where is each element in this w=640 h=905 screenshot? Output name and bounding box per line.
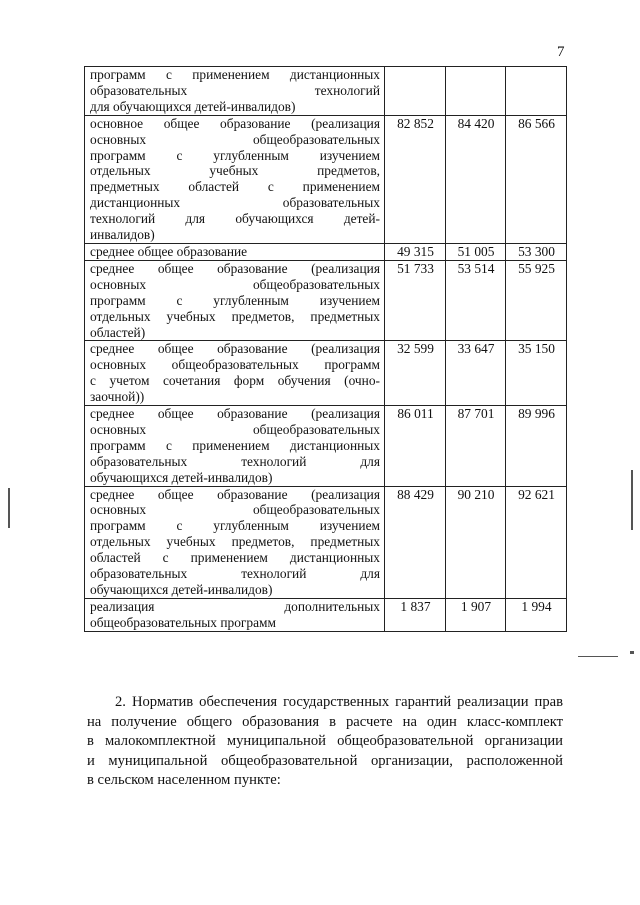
value-cell: 1 907	[446, 598, 506, 631]
description-line: программ с углубленным изучением	[90, 147, 380, 163]
description-line: областей с применением дистанционных	[90, 550, 380, 566]
program-description-cell	[85, 341, 385, 406]
program-description-cell	[85, 67, 385, 116]
program-description-cell	[85, 598, 385, 631]
description-line: основных общеобразовательных	[90, 502, 380, 518]
description-line: среднее общее образование (реализация	[90, 260, 380, 276]
table-row	[85, 115, 567, 243]
table-row	[85, 341, 567, 406]
paragraph-line: в сельском населенном пункте:	[87, 772, 281, 789]
description-line: областей)	[90, 324, 146, 340]
value-cell: 1 994	[506, 598, 567, 631]
description-line: технологий для обучающихся детей-	[90, 211, 380, 227]
program-description-cell	[85, 243, 385, 260]
value-cell: 89 996	[506, 406, 567, 487]
table-row	[85, 243, 567, 260]
table-row	[85, 486, 567, 598]
value-cell: 32 599	[385, 341, 446, 406]
description-line: для обучающихся детей-инвалидов)	[90, 98, 296, 114]
value-cell: 92 621	[506, 486, 567, 598]
program-description-cell	[85, 260, 385, 341]
description-line: программ с применением дистанционных	[90, 67, 380, 82]
description-line: программ с углубленным изучением	[90, 292, 380, 308]
program-description-cell	[85, 115, 385, 243]
value-cell: 1 837	[385, 598, 446, 631]
description-line: среднее общее образование	[90, 243, 248, 259]
funding-standards-table	[84, 66, 567, 632]
description-line: основных общеобразовательных программ	[90, 357, 380, 373]
value-cell: 51 005	[446, 243, 506, 260]
paragraph-line: и муниципальной общеобразовательной организации, расположенной	[87, 752, 563, 769]
description-line: программ с углубленным изучением	[90, 518, 380, 534]
description-line: заочной))	[90, 389, 145, 405]
value-cell: 82 852	[385, 115, 446, 243]
value-cell	[385, 67, 446, 116]
value-cell: 51 733	[385, 260, 446, 341]
value-cell	[446, 67, 506, 116]
scan-mark-right-dot	[630, 651, 634, 654]
value-cell: 49 315	[385, 243, 446, 260]
description-line: реализация дополнительных	[90, 598, 380, 614]
paragraph-line: на получение общего образования в расчете на один класс-комплект	[87, 713, 563, 730]
description-line: основных общеобразовательных	[90, 276, 380, 292]
scan-mark-right-vertical	[631, 470, 633, 530]
description-line: отдельных учебных предметов,	[90, 163, 380, 179]
description-line: отдельных учебных предметов, предметных	[90, 534, 380, 550]
value-cell: 53 514	[446, 260, 506, 341]
description-line: среднее общее образование (реализация	[90, 486, 380, 502]
value-cell	[506, 67, 567, 116]
value-cell: 90 210	[446, 486, 506, 598]
table-row	[85, 260, 567, 341]
program-description-cell	[85, 406, 385, 487]
table-row	[85, 598, 567, 631]
value-cell: 87 701	[446, 406, 506, 487]
scan-mark-left	[8, 488, 10, 528]
table-body	[85, 67, 567, 632]
value-cell: 86 566	[506, 115, 567, 243]
paragraph-line: 2. Норматив обеспечения государственных гарантий реализации прав	[115, 694, 563, 710]
description-line: среднее общее образование (реализация	[90, 341, 380, 357]
value-cell: 86 011	[385, 406, 446, 487]
description-line: среднее общее образование (реализация	[90, 406, 380, 422]
value-cell: 53 300	[506, 243, 567, 260]
value-cell: 55 925	[506, 260, 567, 341]
value-cell: 35 150	[506, 341, 567, 406]
description-line: образовательных технологий для	[90, 453, 380, 469]
page-number: 7	[557, 44, 565, 60]
description-line: основных общеобразовательных	[90, 131, 380, 147]
value-cell: 88 429	[385, 486, 446, 598]
description-line: общеобразовательных программ	[90, 614, 276, 630]
paragraph-line: в малокомплектной муниципальной общеобразовательной организации	[87, 733, 563, 750]
norm-paragraph	[87, 693, 563, 791]
description-line: программ с применением дистанционных	[90, 437, 380, 453]
description-line: образовательных технологий для	[90, 566, 380, 582]
description-line: инвалидов)	[90, 227, 155, 243]
description-line: отдельных учебных предметов, предметных	[90, 308, 380, 324]
program-description-cell	[85, 486, 385, 598]
description-line: с учетом сочетания форм обучения (очно-	[90, 373, 380, 389]
description-line: основное общее образование (реализация	[90, 115, 380, 131]
description-line: обучающихся детей-инвалидов)	[90, 582, 273, 597]
description-line: дистанционных образовательных	[90, 195, 380, 211]
value-cell: 84 420	[446, 115, 506, 243]
description-line: предметных областей с применением	[90, 179, 380, 195]
description-line: основных общеобразовательных	[90, 421, 380, 437]
table-row	[85, 406, 567, 487]
description-line: образовательных технологий	[90, 82, 380, 98]
description-line: обучающихся детей-инвалидов)	[90, 469, 273, 485]
table-row	[85, 67, 567, 116]
scan-mark-right-dash	[578, 656, 618, 657]
value-cell: 33 647	[446, 341, 506, 406]
